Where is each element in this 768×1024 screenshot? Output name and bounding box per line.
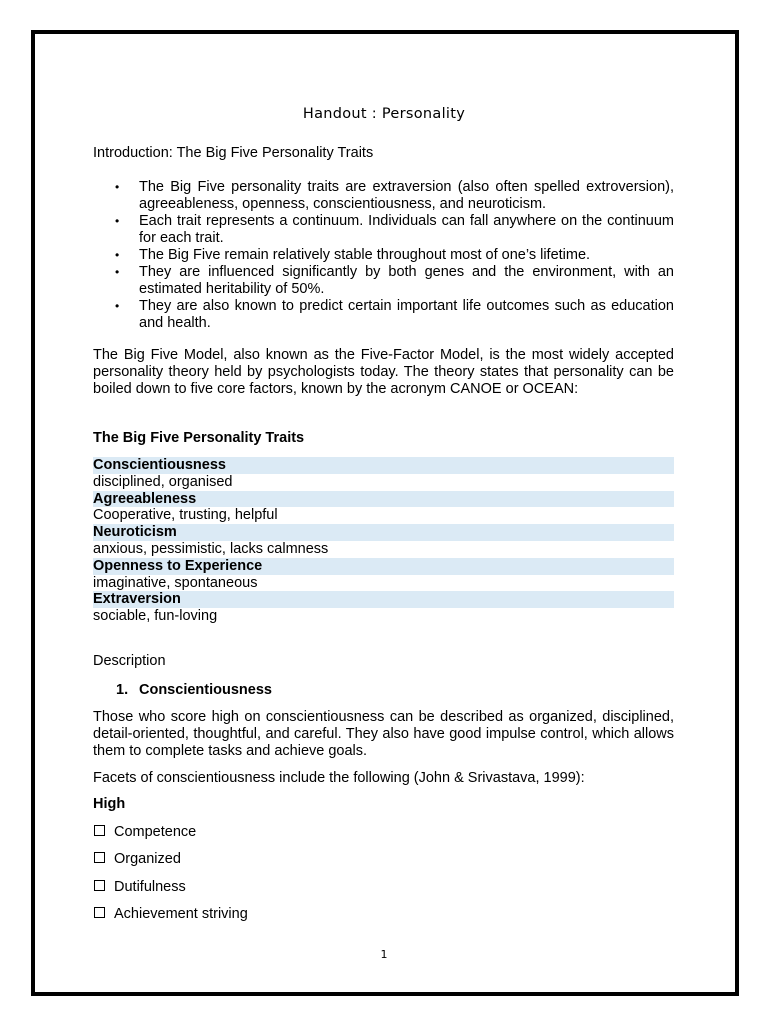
high-label: High	[93, 796, 126, 812]
bullet-icon: •	[115, 214, 120, 228]
trait-description: imaginative, spontaneous	[93, 574, 258, 591]
traits-table-title: The Big Five Personality Traits	[93, 430, 305, 446]
section-title: Conscientiousness	[139, 682, 272, 698]
list-item: • They are also known to predict certain important life outcomes such as education and health.	[115, 298, 674, 331]
trait-name: Conscientiousness	[93, 457, 674, 474]
trait-name: Agreeableness	[93, 491, 674, 508]
page-title: Handout : Personality	[302, 106, 466, 122]
checkbox-icon	[94, 880, 105, 891]
section-number: 1.	[116, 682, 129, 698]
trait-name: Openness to Experience	[93, 558, 674, 575]
trait-description: Cooperative, trusting, helpful	[93, 507, 278, 524]
facet-item: Organized	[94, 851, 181, 868]
list-item: • They are influenced significantly by both genes and the environment, with an estimated heritability of 50%.	[115, 264, 674, 297]
intro-heading: Introduction: The Big Five Personality Traits	[93, 145, 374, 161]
model-paragraph: The Big Five Model, also known as the Five-Factor Model, is the most widely accepted personality theory held by psychologists today. The theory states that personality can be boiled down to five core factors, known by the acronym CANOE or OCEAN:	[93, 347, 674, 397]
facet-item: Achievement striving	[94, 906, 248, 923]
trait-name: Extraversion	[93, 591, 674, 608]
page-number: 1	[380, 948, 388, 961]
trait-description: sociable, fun-loving	[93, 608, 218, 625]
traits-table	[93, 457, 674, 625]
section-heading	[93, 682, 697, 699]
bullet-icon: •	[115, 248, 120, 262]
facet-item: Competence	[94, 824, 196, 841]
trait-name: Neuroticism	[93, 524, 674, 541]
bullet-icon: •	[115, 265, 120, 279]
list-item: • The Big Five remain relatively stable throughout most of one’s lifetime.	[115, 247, 591, 263]
checkbox-icon	[94, 852, 105, 863]
checkbox-icon	[94, 907, 105, 918]
trait-description: anxious, pessimistic, lacks calmness	[93, 540, 329, 557]
description-heading: Description	[93, 653, 166, 669]
facet-item: Dutifulness	[94, 879, 186, 896]
bullet-icon: •	[115, 299, 120, 313]
section-paragraph: Those who score high on conscientiousness can be described as organized, disciplined, detail-oriented, thoughtful, and careful. They also have good impulse control, which allows them to complete tasks and achieve goals.	[93, 709, 674, 759]
facets-intro: Facets of conscientiousness include the following (John & Srivastava, 1999):	[93, 770, 585, 786]
list-item: • Each trait represents a continuum. Individuals can fall anywhere on the continuum for each trait.	[115, 213, 674, 246]
list-item: • The Big Five personality traits are extraversion (also often spelled extroversion), agreeableness, openness, conscientiousness, and neuroticism.	[115, 179, 674, 212]
trait-description: disciplined, organised	[93, 473, 233, 490]
checkbox-icon	[94, 825, 105, 836]
intro-bullet-list	[93, 179, 674, 332]
bullet-icon: •	[115, 180, 120, 194]
